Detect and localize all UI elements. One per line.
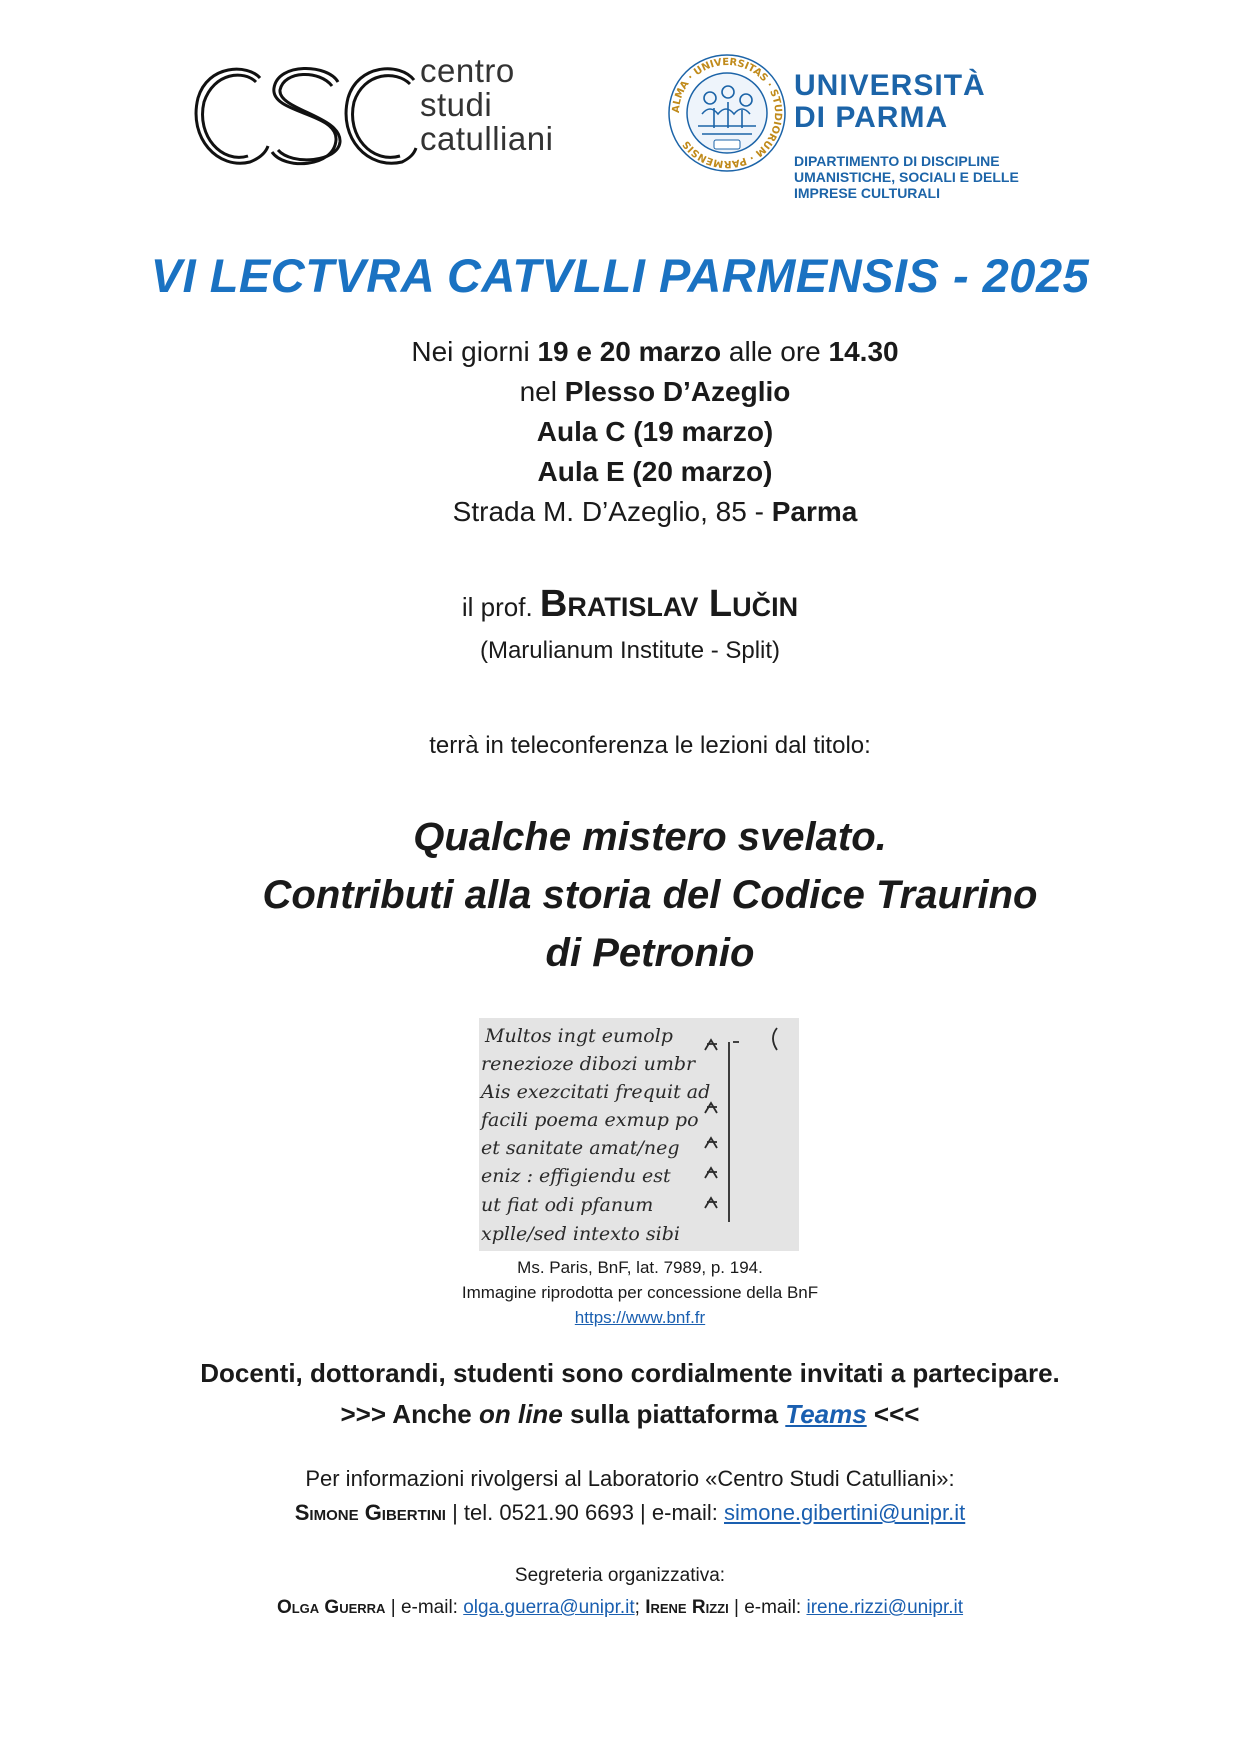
- caption-source: Ms. Paris, BnF, lat. 7989, p. 194.: [517, 1258, 763, 1277]
- speaker-prefix: il prof.: [461, 592, 540, 622]
- secretary-info: [140, 1560, 1100, 1624]
- dept-line-3: IMPRESE CULTURALI: [794, 185, 940, 201]
- speaker-name: Bratislav Lučin: [539, 583, 799, 625]
- schedule-room-c: Aula C (19 marzo): [536, 416, 774, 447]
- manuscript-image: [479, 1018, 799, 1251]
- secretary-line: Olga Guerra | e-mail: olga.guerra@unipr.it; Irene Rizzi | e-mail: irene.rizzi@unipr.it: [276, 1597, 964, 1618]
- manuscript-line-3: Ais exezcitati frequit ad: [481, 1081, 711, 1103]
- schedule-venue: Plesso D’Azeglio: [564, 376, 791, 407]
- contact-name: Simone Gibertini: [294, 1500, 446, 1525]
- manuscript-line-7: ut fiat odi pfanum: [481, 1194, 654, 1216]
- lecture-title-line-3: di Petronio: [545, 931, 755, 975]
- manuscript-line-6: eniz : effigiendu est: [481, 1165, 671, 1187]
- dept-line-1: DIPARTIMENTO DI DISCIPLINE: [794, 153, 1000, 169]
- secretary-email-2-link[interactable]: irene.rizzi@unipr.it: [806, 1597, 964, 1618]
- secretary-name-2: Irene Rizzi: [645, 1597, 729, 1618]
- caption-permission: Immagine riprodotta per concessione della BnF: [461, 1283, 819, 1302]
- unipr-seal-icon: [666, 52, 788, 174]
- speaker-affiliation: (Marulianum Institute - Split): [479, 637, 781, 664]
- unipr-line-2: DI PARMA: [794, 101, 949, 134]
- schedule-room-e: Aula E (20 marzo): [537, 456, 773, 487]
- contact-line: Simone Gibertini | tel. 0521.90 6693 | e-mail: simone.gibertini@unipr.it: [294, 1500, 966, 1525]
- contact-info: [180, 1462, 1080, 1530]
- schedule-dates-line: Nei giorni 19 e 20 marzo alle ore 14.30: [411, 336, 899, 367]
- event-title: VI LECTVRA CATVLLI PARMENSIS - 2025: [150, 249, 1090, 302]
- csc-wordmark: [420, 54, 553, 156]
- csc-line-catulliani: catulliani: [420, 120, 554, 157]
- schedule-dates: 19 e 20 marzo: [537, 336, 722, 367]
- manuscript-line-5: et sanitate amat/neg: [481, 1137, 680, 1159]
- schedule-time: 14.30: [828, 336, 899, 367]
- invitation-text: Docenti, dottorandi, studenti sono cordialmente invitati a partecipare.: [200, 1358, 1060, 1388]
- secretary-name-1: Olga Guerra: [276, 1597, 386, 1618]
- manuscript-line-1: Multos ingt eumolp: [485, 1025, 673, 1047]
- manuscript-line-4: facili poema exmup po: [481, 1109, 699, 1131]
- csc-line-studi: studi: [420, 86, 493, 123]
- teams-link[interactable]: Teams: [785, 1399, 867, 1429]
- csc-logo: [188, 58, 418, 178]
- secretary-intro: Segreteria organizzativa:: [514, 1565, 726, 1586]
- lecture-title-line-1: Qualche mistero svelato.: [413, 815, 887, 859]
- lecture-intro: terrà in teleconferenza le lezioni dal titolo:: [429, 732, 871, 759]
- secretary-email-1-link[interactable]: olga.guerra@unipr.it: [463, 1597, 635, 1618]
- manuscript-line-2: renezioze dibozi umbr: [481, 1053, 696, 1075]
- dept-line-2: UMANISTICHE, SOCIALI E DELLE: [794, 169, 1019, 185]
- lecture-title-line-2: Contributi alla storia del Codice Traurino: [262, 873, 1038, 917]
- contact-intro: Per informazioni rivolgersi al Laboratorio «Centro Studi Catulliani»:: [305, 1466, 955, 1491]
- online-notice: >>> Anche on line sulla piattaforma Teams <<<: [340, 1399, 920, 1429]
- schedule-city: Parma: [771, 496, 858, 527]
- lecture-title: [180, 808, 1120, 982]
- schedule-venue-line: nel Plesso D’Azeglio: [519, 376, 791, 407]
- schedule-address-line: Strada M. D’Azeglio, 85 - Parma: [452, 496, 858, 527]
- image-caption: [380, 1255, 900, 1330]
- unipr-name: [794, 70, 986, 134]
- svg-text:ALMA · UNIVERSITAS · STUDIORUM: ALMA · UNIVERSITAS · STUDIORUM · PARMENSIS: [670, 56, 784, 170]
- schedule-block: [370, 332, 940, 532]
- speaker-line: [420, 583, 840, 626]
- contact-email-link[interactable]: simone.gibertini@unipr.it: [724, 1500, 966, 1525]
- bnf-link[interactable]: https://www.bnf.fr: [574, 1308, 706, 1327]
- online-emphasis: on line: [479, 1399, 563, 1429]
- manuscript-line-8: xplle/sed intexto sibi: [481, 1223, 680, 1245]
- department-name: [794, 153, 1019, 201]
- unipr-line-1: UNIVERSITÀ: [794, 69, 986, 102]
- csc-line-centro: centro: [420, 52, 515, 89]
